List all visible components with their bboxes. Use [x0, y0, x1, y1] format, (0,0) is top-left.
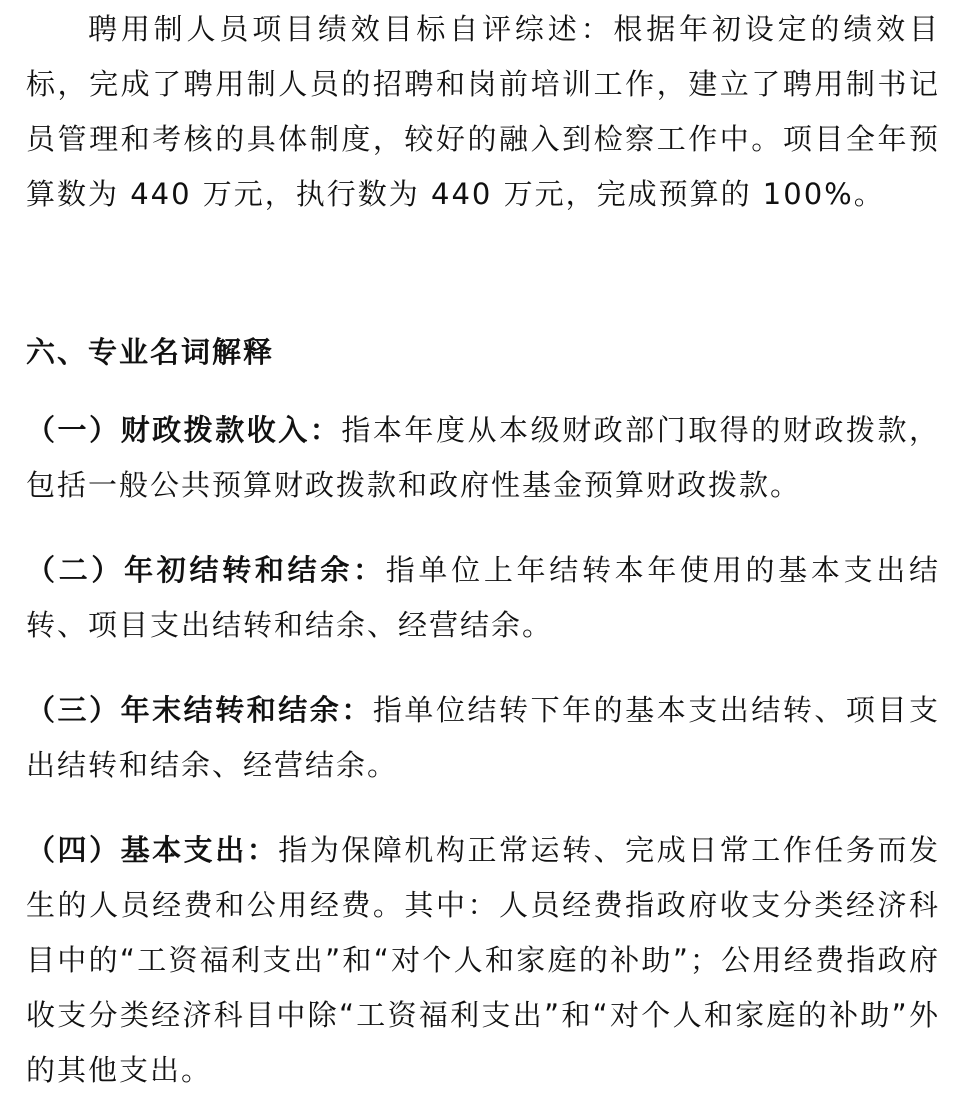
definition-body-1: 指本年度从本级财政部门取得的财政拨款，包括一般公共预算财政拨款和政府性基金预算财政拨款。: [26, 413, 940, 502]
definition-term-1: （一）财政拨款收入：: [26, 413, 342, 447]
definition-body-4: 指为保障机构正常运转、完成日常工作任务而发生的人员经费和公用经费。其中：人员经费指政府收支分类经济科目中的“工资福利支出”和“对个人和家庭的补助”；公用经费指政府收支分类经济科目中除“工资福利支出”和“对个人和家庭的补助”外的其他支出。: [26, 833, 940, 1087]
section-heading: 六、专业名词解释: [26, 335, 275, 369]
definition-term-3: （三）年末结转和结余：: [26, 693, 373, 727]
definition-paragraph-3: [26, 683, 940, 793]
definition-paragraph-4: [26, 823, 940, 1098]
definition-term-2: （二）年初结转和结余：: [26, 553, 386, 587]
definition-paragraph-2: [26, 543, 940, 653]
definition-paragraph-1: [26, 403, 940, 513]
definition-body-2: 指单位上年结转本年使用的基本支出结转、项目支出结转和结余、经营结余。: [26, 553, 940, 642]
definition-term-4: （四）基本支出：: [26, 833, 279, 867]
summary-paragraph: 聘用制人员项目绩效目标自评综述：根据年初设定的绩效目标，完成了聘用制人员的招聘和岗前培训工作，建立了聘用制书记员管理和考核的具体制度，较好的融入到检察工作中。项目全年预算数为 440 万元，执行数为 440 万元，完成预算的 100%。: [26, 12, 940, 211]
definition-body-3: 指单位结转下年的基本支出结转、项目支出结转和结余、经营结余。: [26, 693, 940, 782]
